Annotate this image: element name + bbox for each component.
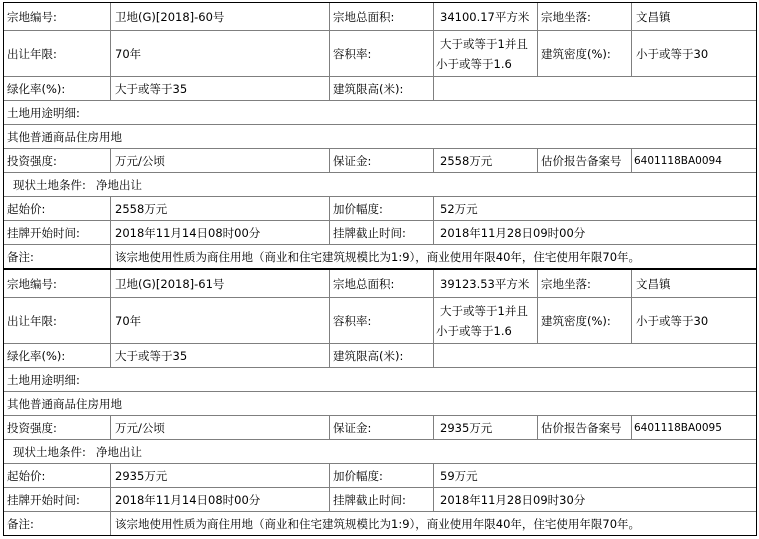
land-use-value: 其他普通商品住房用地 (7, 130, 122, 144)
total-area-value: 39123.53平方米 (440, 277, 530, 291)
condition-value: 净地出让 (96, 445, 142, 459)
row-divider (4, 487, 756, 488)
listing-end-label: 挂牌截止时间: (333, 493, 406, 507)
plot-ratio-label: 容积率: (333, 314, 372, 328)
condition-label: 现状土地条件: (13, 178, 86, 192)
row-divider (4, 297, 756, 298)
col-divider (329, 3, 330, 100)
col-divider (433, 3, 434, 100)
total-area-label: 宗地总面积: (333, 10, 395, 24)
appraisal-no-label: 估价报告备案号 (541, 154, 622, 168)
col-divider (631, 3, 632, 76)
term-label: 出让年限: (7, 47, 57, 61)
col-divider (537, 3, 538, 76)
col-divider (329, 148, 330, 172)
condition-value: 净地出让 (96, 178, 142, 192)
increment-label: 加价幅度: (333, 469, 383, 483)
land-use-detail-label: 土地用途明细: (7, 373, 80, 387)
height-limit-label: 建筑限高(米): (333, 349, 404, 363)
greening-value: 大于或等于35 (115, 82, 188, 96)
height-limit-label: 建筑限高(米): (333, 82, 404, 96)
col-divider (537, 415, 538, 439)
parcel-no-label: 宗地编号: (7, 277, 57, 291)
row-divider (4, 172, 756, 173)
col-divider (433, 463, 434, 511)
row-divider (4, 391, 756, 392)
increment-label: 加价幅度: (333, 202, 383, 216)
appraisal-no-label: 估价报告备案号 (541, 421, 622, 435)
listing-start-value: 2018年11月14日08时00分 (115, 493, 261, 507)
start-price-label: 起始价: (7, 469, 46, 483)
plot-ratio-value-line2: 小于或等于1.6 (436, 324, 512, 338)
col-divider (537, 148, 538, 172)
row-divider (4, 463, 756, 464)
listing-end-value: 2018年11月28日09时30分 (440, 493, 586, 507)
term-value: 70年 (115, 47, 142, 61)
remarks-value: 该宗地使用性质为商住用地（商业和住宅建筑规模比为1:9），商业使用年限40年，住宅使用年限70年。 (115, 250, 641, 264)
greening-value: 大于或等于35 (115, 349, 188, 363)
plot-ratio-value-line2: 小于或等于1.6 (436, 57, 512, 71)
remarks-value: 该宗地使用性质为商住用地（商业和住宅建筑规模比为1:9），商业使用年限40年，住宅使用年限70年。 (115, 517, 641, 531)
parcel-no-label: 宗地编号: (7, 10, 57, 24)
density-value: 小于或等于30 (636, 314, 709, 328)
greening-label: 绿化率(%): (7, 82, 66, 96)
deposit-label: 保证金: (333, 154, 372, 168)
listing-start-label: 挂牌开始时间: (7, 493, 80, 507)
appraisal-no-value: 6401118BA0095 (634, 422, 722, 434)
start-price-label: 起始价: (7, 202, 46, 216)
plot-ratio-value-line1: 大于或等于1并且 (440, 304, 528, 318)
location-label: 宗地坐落: (541, 277, 591, 291)
increment-value: 59万元 (440, 469, 478, 483)
col-divider (110, 463, 111, 535)
listing-end-value: 2018年11月28日09时00分 (440, 226, 586, 240)
deposit-value: 2935万元 (440, 421, 493, 435)
col-divider (329, 196, 330, 244)
location-value: 文昌镇 (636, 277, 671, 291)
appraisal-no-value: 6401118BA0094 (634, 155, 722, 167)
investment-value: 万元/公顷 (115, 421, 165, 435)
location-label: 宗地坐落: (541, 10, 591, 24)
row-divider (4, 76, 756, 77)
row-divider (4, 511, 756, 512)
parcel-table-61 (3, 269, 757, 536)
row-divider (4, 244, 756, 245)
remarks-label: 备注: (7, 517, 34, 531)
col-divider (329, 415, 330, 439)
row-divider (4, 196, 756, 197)
row-divider (4, 100, 756, 101)
col-divider (110, 148, 111, 172)
col-divider (110, 415, 111, 439)
row-divider (4, 343, 756, 344)
start-price-value: 2558万元 (115, 202, 168, 216)
total-area-value: 34100.17平方米 (440, 10, 530, 24)
condition-label: 现状土地条件: (13, 445, 86, 459)
col-divider (110, 196, 111, 268)
density-label: 建筑密度(%): (541, 47, 611, 61)
deposit-value: 2558万元 (440, 154, 493, 168)
location-value: 文昌镇 (636, 10, 671, 24)
col-divider (433, 196, 434, 244)
term-value: 70年 (115, 314, 142, 328)
investment-value: 万元/公顷 (115, 154, 165, 168)
row-divider (4, 148, 756, 149)
row-divider (4, 367, 756, 368)
increment-value: 52万元 (440, 202, 478, 216)
total-area-label: 宗地总面积: (333, 277, 395, 291)
plot-ratio-label: 容积率: (333, 47, 372, 61)
plot-ratio-value-line1: 大于或等于1并且 (440, 37, 528, 51)
col-divider (631, 148, 632, 172)
start-price-value: 2935万元 (115, 469, 168, 483)
col-divider (329, 270, 330, 367)
land-use-value: 其他普通商品住房用地 (7, 397, 122, 411)
land-use-detail-label: 土地用途明细: (7, 106, 80, 120)
col-divider (631, 270, 632, 343)
col-divider (110, 3, 111, 100)
density-label: 建筑密度(%): (541, 314, 611, 328)
listing-start-value: 2018年11月14日08时00分 (115, 226, 261, 240)
parcel-no-value: 卫地(G)[2018]-60号 (115, 10, 225, 24)
col-divider (433, 415, 434, 439)
col-divider (110, 270, 111, 367)
remarks-label: 备注: (7, 250, 34, 264)
row-divider (4, 439, 756, 440)
deposit-label: 保证金: (333, 421, 372, 435)
density-value: 小于或等于30 (636, 47, 709, 61)
col-divider (631, 415, 632, 439)
col-divider (537, 270, 538, 343)
row-divider (4, 415, 756, 416)
listing-start-label: 挂牌开始时间: (7, 226, 80, 240)
investment-label: 投资强度: (7, 154, 57, 168)
listing-end-label: 挂牌截止时间: (333, 226, 406, 240)
col-divider (433, 148, 434, 172)
row-divider (4, 220, 756, 221)
term-label: 出让年限: (7, 314, 57, 328)
col-divider (433, 270, 434, 367)
col-divider (329, 463, 330, 511)
row-divider (4, 124, 756, 125)
greening-label: 绿化率(%): (7, 349, 66, 363)
row-divider (4, 30, 756, 31)
parcel-no-value: 卫地(G)[2018]-61号 (115, 277, 225, 291)
investment-label: 投资强度: (7, 421, 57, 435)
parcel-table-60 (3, 2, 757, 269)
